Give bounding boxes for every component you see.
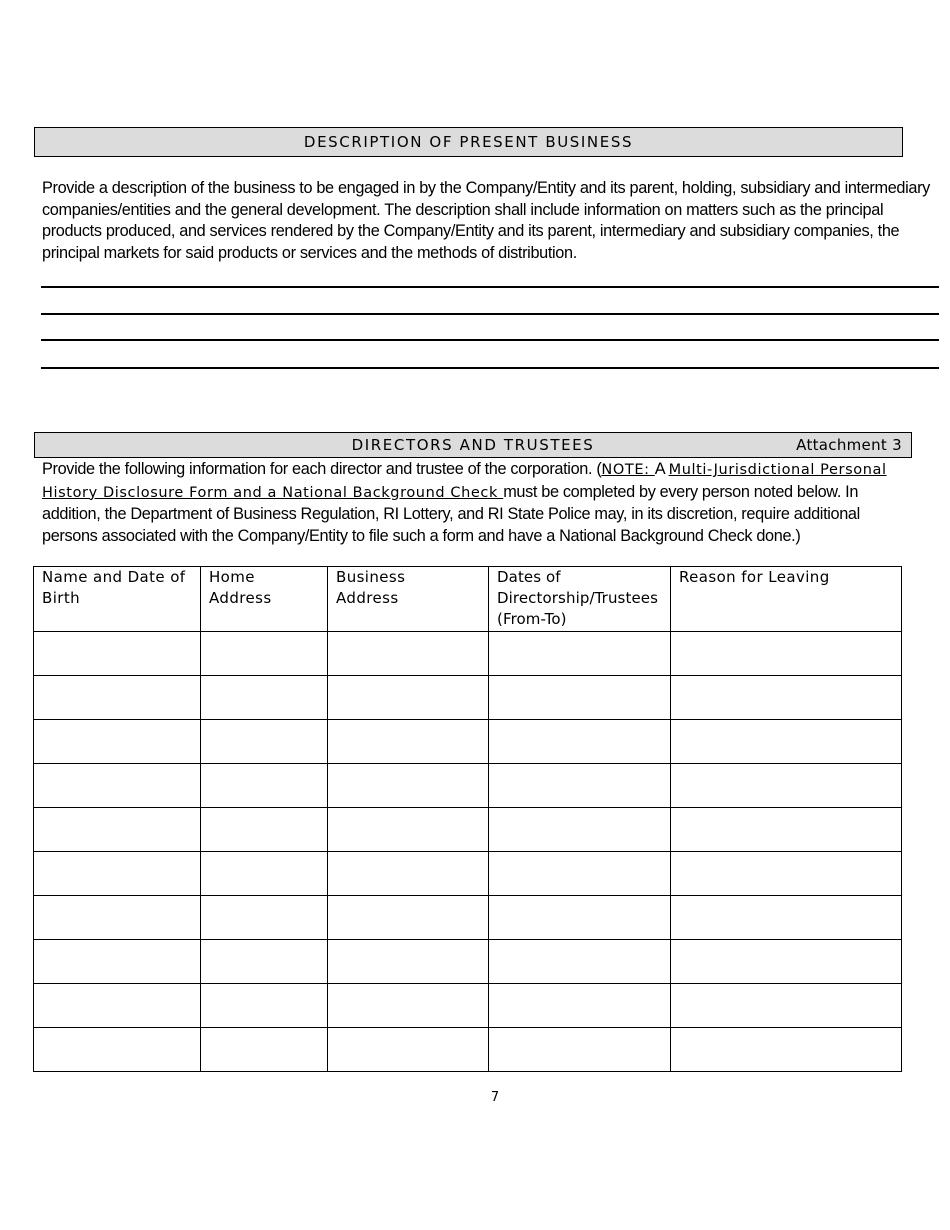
- table-row: [34, 852, 902, 896]
- table-cell[interactable]: [34, 940, 201, 984]
- table-cell[interactable]: [201, 896, 328, 940]
- section-header-description: [34, 127, 903, 157]
- table-cell[interactable]: [489, 764, 671, 808]
- table-cell[interactable]: [201, 676, 328, 720]
- answer-line-4[interactable]: [41, 367, 939, 369]
- answer-line-1[interactable]: [41, 286, 939, 288]
- table-cell[interactable]: [201, 984, 328, 1028]
- table-cell[interactable]: [489, 676, 671, 720]
- table-cell[interactable]: [489, 1028, 671, 1072]
- disclosure-form-name: Multi-Jurisdictional Personal History Disclosure Form and a National Background Check: [42, 462, 887, 501]
- page-number: 7: [490, 1090, 500, 1105]
- table-cell[interactable]: [328, 676, 489, 720]
- note-label: NOTE:: [601, 462, 655, 478]
- instructions-tail: must be completed by every person noted below. In addition, the Department of Business Regulation, RI Lottery, and RI State Police may, in its discretion, require additional persons associated with the Company/Entity to file such a form and have a National Background Check done.): [42, 482, 860, 545]
- table-cell[interactable]: [671, 764, 902, 808]
- table-row: [34, 896, 902, 940]
- table-cell[interactable]: [328, 632, 489, 676]
- directors-table: [33, 566, 902, 1072]
- description-instructions: Provide a description of the business to be engaged in by the Company/Entity and its parent, holding, subsidiary and intermediary companies/entities and the general development. The description shall include information on matters such as the principal products produced, and services rendered by the Company/Entity and its parent, intermediary and subsidiary companies, the principal markets for said products or services and the methods of distribution.: [42, 179, 930, 262]
- table-row: [34, 764, 902, 808]
- instructions-lead: Provide the following information for each director and trustee of the corporation. (: [42, 460, 602, 478]
- column-header-reason: Reason for Leaving: [671, 567, 902, 632]
- table-cell[interactable]: [328, 984, 489, 1028]
- table-cell[interactable]: [34, 720, 201, 764]
- table-cell[interactable]: [34, 764, 201, 808]
- table-cell[interactable]: [201, 940, 328, 984]
- table-cell[interactable]: [328, 852, 489, 896]
- table-cell[interactable]: [201, 808, 328, 852]
- table-row: [34, 632, 902, 676]
- table-cell[interactable]: [34, 808, 201, 852]
- column-header-name-dob: Name and Date of Birth: [34, 567, 201, 632]
- column-header-business-address: Business Address: [328, 567, 489, 632]
- answer-line-3[interactable]: [41, 339, 939, 341]
- note-a: A: [654, 460, 669, 478]
- table-cell[interactable]: [671, 852, 902, 896]
- section-title-directors: DIRECTORS AND TRUSTEES: [351, 436, 595, 454]
- table-cell[interactable]: [671, 632, 902, 676]
- section-header-directors: [34, 432, 912, 458]
- table-cell[interactable]: [34, 676, 201, 720]
- table-cell[interactable]: [201, 852, 328, 896]
- table-cell[interactable]: [489, 896, 671, 940]
- table-cell[interactable]: [489, 720, 671, 764]
- table-cell[interactable]: [489, 984, 671, 1028]
- table-cell[interactable]: [328, 764, 489, 808]
- table-cell[interactable]: [34, 984, 201, 1028]
- table-row: [34, 940, 902, 984]
- directors-instructions: [42, 459, 914, 547]
- table-cell[interactable]: [671, 1028, 902, 1072]
- answer-line-2[interactable]: [41, 313, 939, 315]
- table-cell[interactable]: [489, 632, 671, 676]
- attachment-label: Attachment 3: [796, 436, 902, 454]
- table-cell[interactable]: [34, 1028, 201, 1072]
- table-cell[interactable]: [671, 676, 902, 720]
- section-title-description: DESCRIPTION OF PRESENT BUSINESS: [303, 133, 634, 151]
- table-header-row: [34, 567, 902, 632]
- table-cell[interactable]: [489, 940, 671, 984]
- table-cell[interactable]: [328, 940, 489, 984]
- table-cell[interactable]: [671, 808, 902, 852]
- table-cell[interactable]: [671, 940, 902, 984]
- table-row: [34, 984, 902, 1028]
- table-cell[interactable]: [201, 720, 328, 764]
- column-header-dates: Dates of Directorship/Trustees (From-To): [489, 567, 671, 632]
- table-cell[interactable]: [328, 896, 489, 940]
- table-row: [34, 1028, 902, 1072]
- column-header-home-address: Home Address: [201, 567, 328, 632]
- table-cell[interactable]: [34, 852, 201, 896]
- table-cell[interactable]: [34, 896, 201, 940]
- table-row: [34, 720, 902, 764]
- table-cell[interactable]: [328, 808, 489, 852]
- table-cell[interactable]: [201, 1028, 328, 1072]
- table-row: [34, 676, 902, 720]
- table-cell[interactable]: [671, 896, 902, 940]
- table-cell[interactable]: [671, 720, 902, 764]
- table-cell[interactable]: [328, 1028, 489, 1072]
- table-cell[interactable]: [201, 764, 328, 808]
- table-row: [34, 808, 902, 852]
- table-cell[interactable]: [671, 984, 902, 1028]
- table-cell[interactable]: [201, 632, 328, 676]
- table-cell[interactable]: [489, 852, 671, 896]
- table-cell[interactable]: [34, 632, 201, 676]
- table-cell[interactable]: [328, 720, 489, 764]
- table-cell[interactable]: [489, 808, 671, 852]
